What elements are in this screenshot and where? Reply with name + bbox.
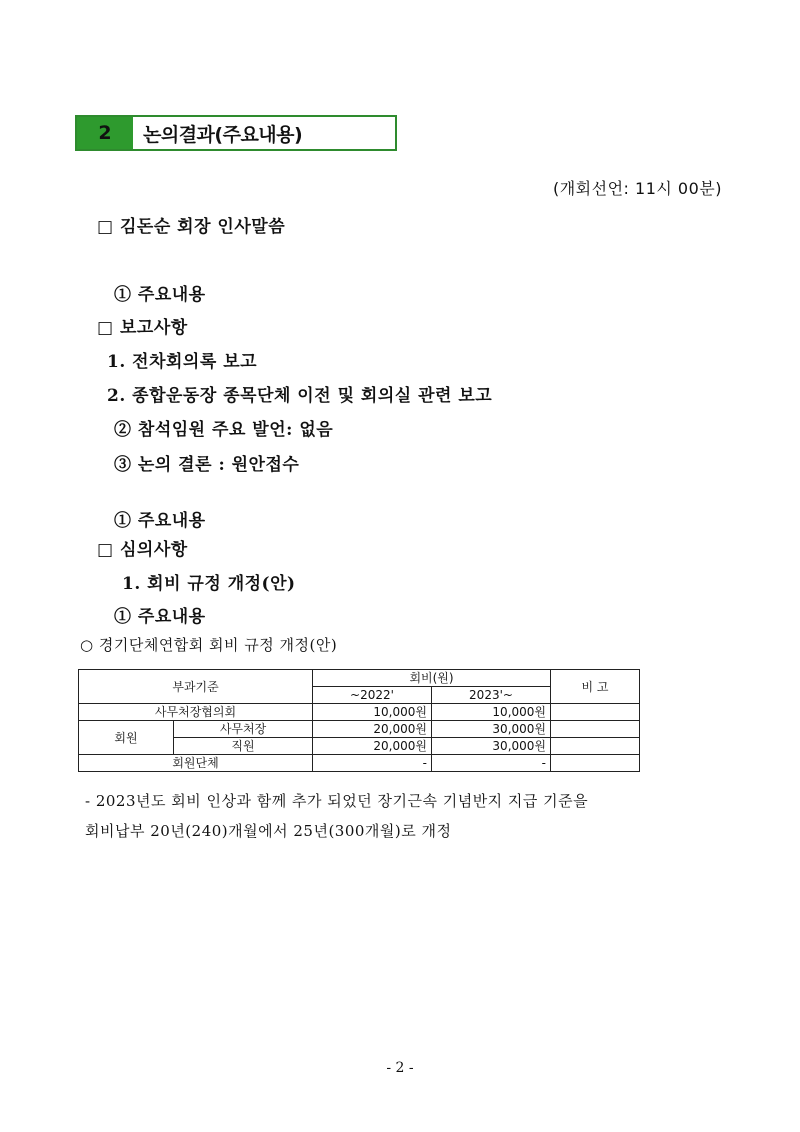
section-title: 논의결과(주요내용) — [143, 123, 303, 146]
header-fee: 회비(원) — [313, 670, 551, 687]
header-note: 비 고 — [551, 670, 640, 704]
note-line-1: - 2023년도 회비 인상과 함께 추가 되었던 장기근속 기념반지 지급 기준을 — [85, 792, 589, 810]
report-conclusion: ③ 논의 결론 : 원안접수 — [114, 455, 300, 475]
section-number: 2 — [77, 117, 133, 149]
row1-2022: 10,000원 — [313, 704, 432, 721]
row2-label: 사무처장 — [174, 721, 313, 738]
report-item-2: 2. 종합운동장 종목단체 이전 및 회의실 관련 보고 — [107, 386, 493, 406]
report-main-content: ① 주요내용 — [114, 511, 206, 531]
row2-2023: 30,000원 — [432, 721, 551, 738]
circle-item: ○ 경기단체연합회 회비 규정 개정(안) — [80, 636, 338, 654]
header-2022: ~2022' — [313, 687, 432, 704]
greeting-main-content: ① 주요내용 — [114, 285, 206, 305]
row3-2022: 20,000원 — [313, 738, 432, 755]
header-basis: 부과기준 — [79, 670, 313, 704]
greeting-item: □ 김돈순 회장 인사말씀 — [97, 217, 286, 237]
row2-note — [551, 721, 640, 738]
table-row — [79, 704, 640, 721]
page-number: - 2 - — [386, 1060, 414, 1076]
deliberation-main-content: ① 주요내용 — [114, 607, 206, 627]
table-row — [79, 755, 640, 772]
row4-note — [551, 755, 640, 772]
deliberation-item-1: 1. 회비 규정 개정(안) — [122, 574, 296, 594]
row2-2022: 20,000원 — [313, 721, 432, 738]
header-2023: 2023'~ — [432, 687, 551, 704]
deliberation-item: □ 심의사항 — [97, 540, 188, 560]
report-remarks: ② 참석임원 주요 발언: 없음 — [114, 420, 334, 440]
row3-2023: 30,000원 — [432, 738, 551, 755]
row4-label: 회원단체 — [79, 755, 313, 772]
section-header — [75, 115, 397, 151]
report-item-1: 1. 전차회의록 보고 — [107, 352, 258, 372]
row1-label: 사무처장협의회 — [79, 704, 313, 721]
row1-2023: 10,000원 — [432, 704, 551, 721]
row3-note — [551, 738, 640, 755]
row4-2022: - — [313, 755, 432, 772]
report-item: □ 보고사항 — [97, 318, 188, 338]
opening-time: (개회선언: 11시 00분) — [552, 179, 722, 198]
fee-table — [78, 669, 640, 772]
row4-2023: - — [432, 755, 551, 772]
note-line-2: 회비납부 20년(240)개월에서 25년(300개월)로 개정 — [85, 822, 452, 840]
member-label: 회원 — [79, 721, 174, 755]
row1-note — [551, 704, 640, 721]
row3-label: 직원 — [174, 738, 313, 755]
table-row — [79, 721, 640, 738]
